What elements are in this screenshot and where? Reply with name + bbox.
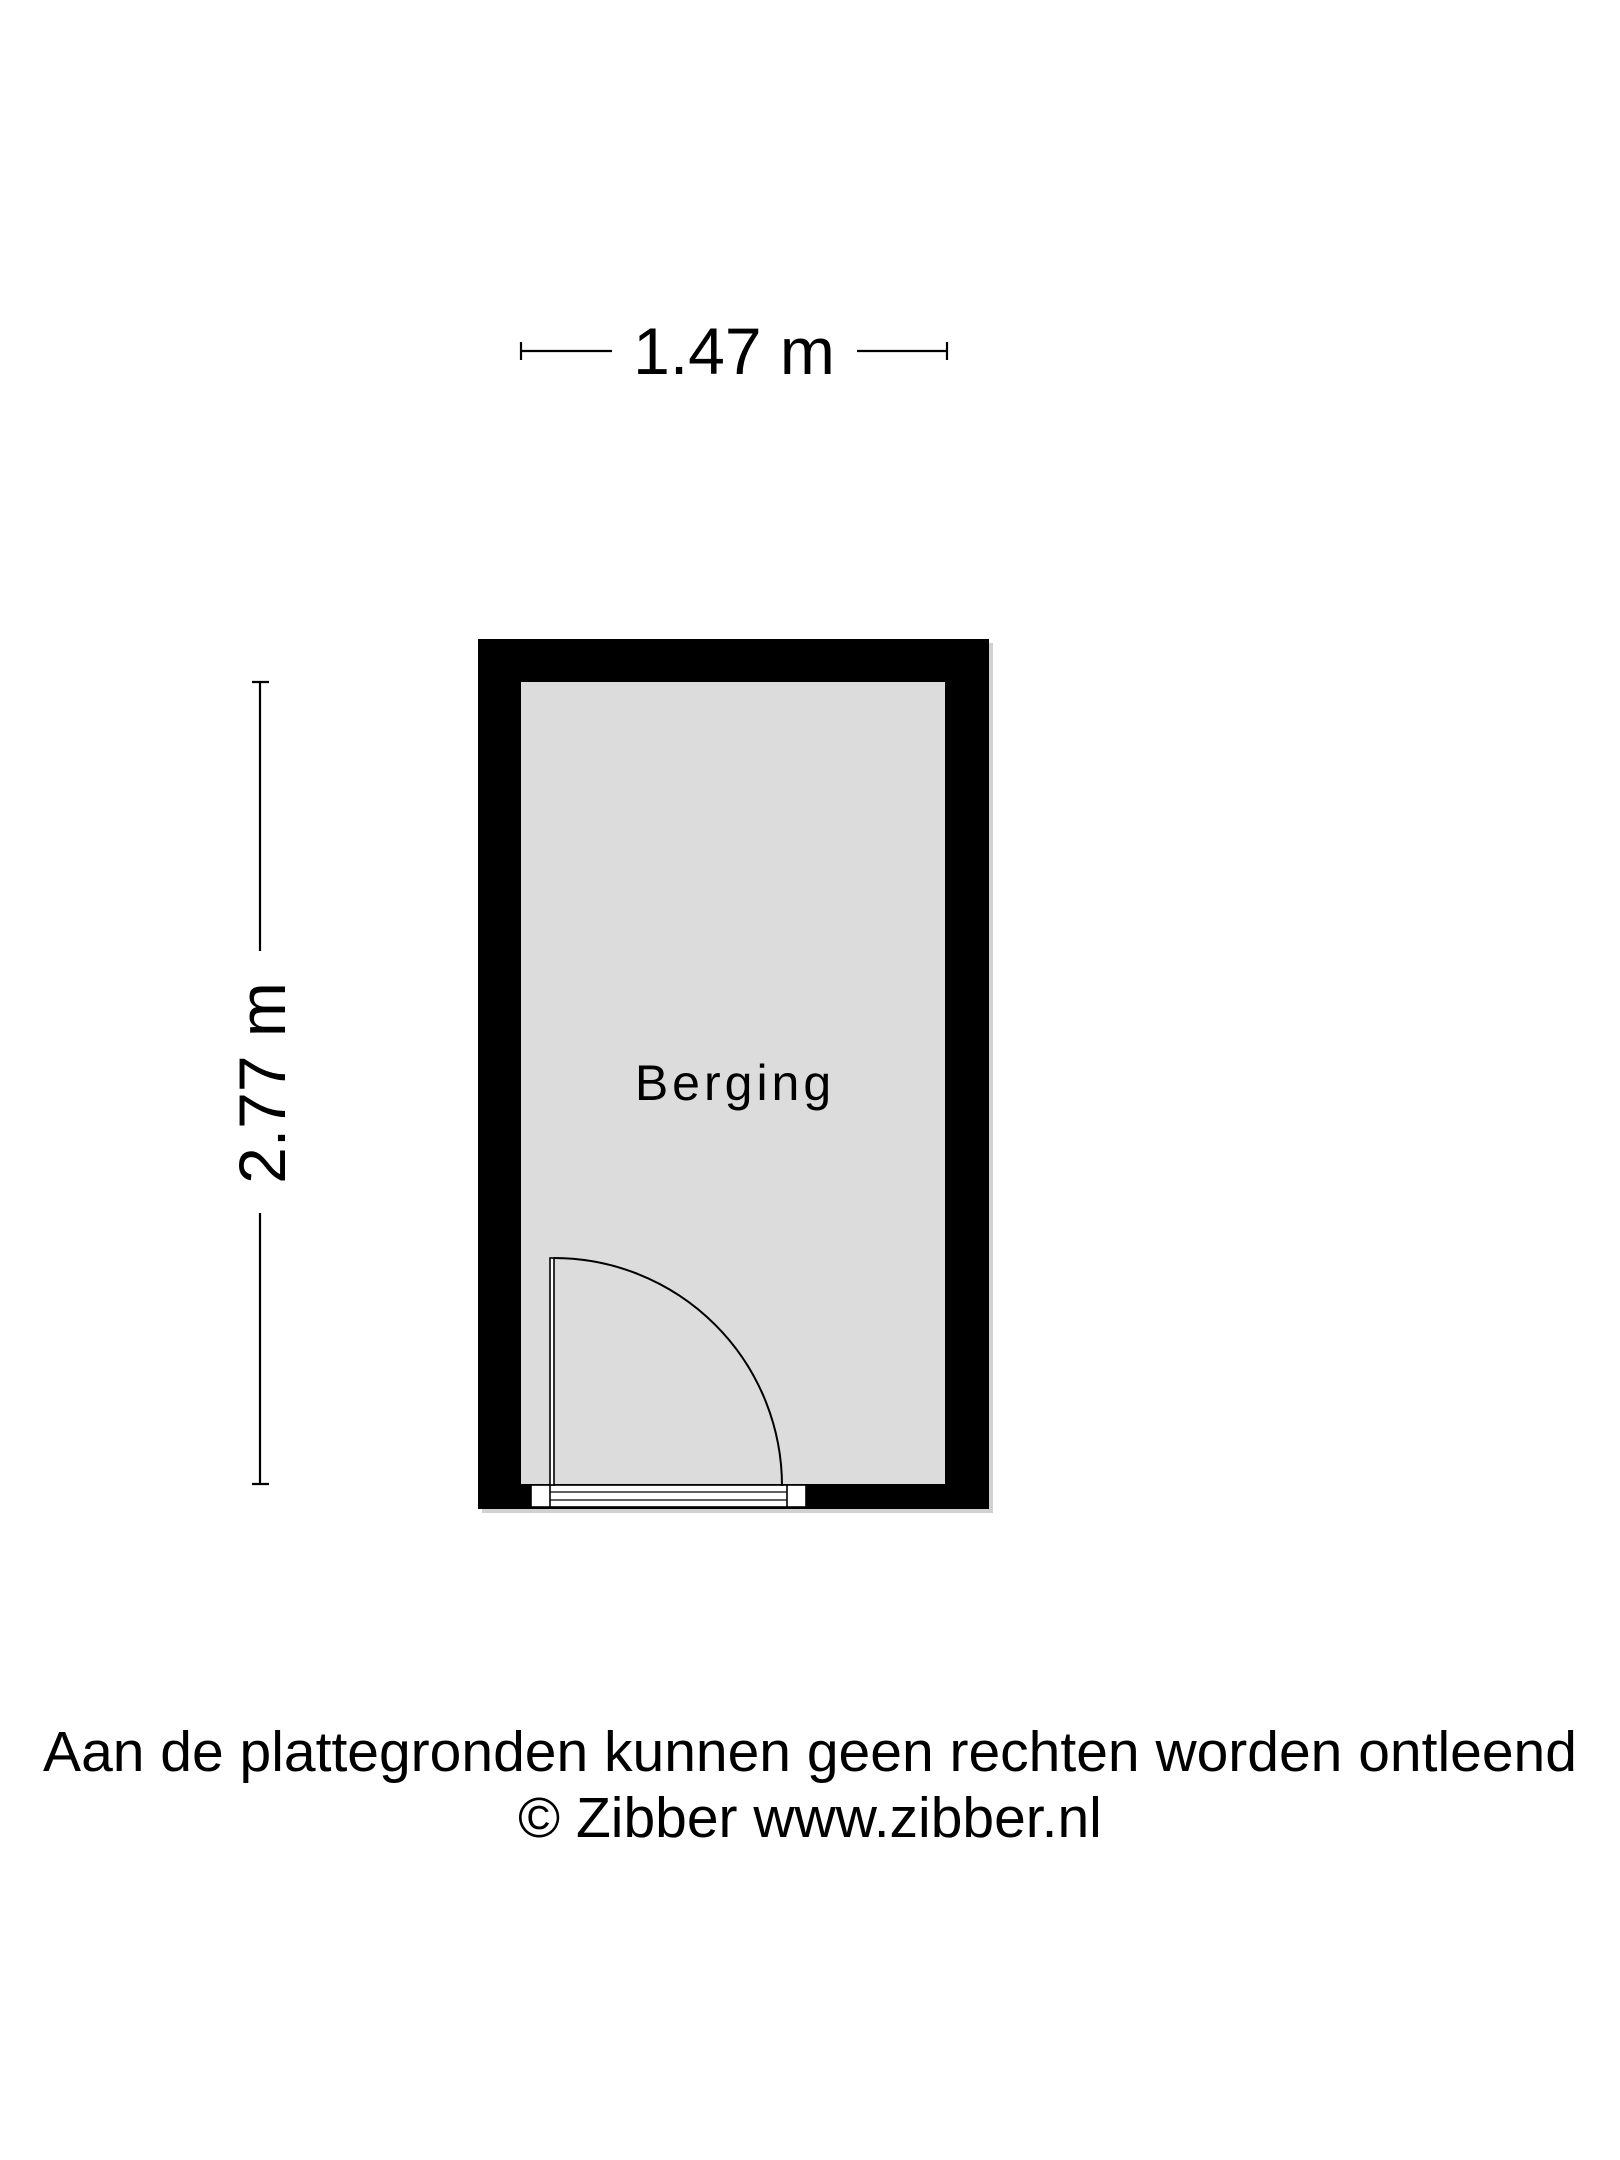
depth-dimension-label: 2.77 m (225, 982, 299, 1184)
room-berging (478, 639, 993, 1513)
depth-dimension (225, 682, 299, 1484)
door-jamb-right (787, 1485, 806, 1507)
room-label: Berging (634, 1055, 836, 1111)
door-opening (531, 1485, 806, 1507)
door-leaf (550, 1258, 554, 1485)
width-dimension-label: 1.47 m (633, 314, 835, 388)
door-jamb-left (531, 1485, 550, 1507)
disclaimer-text: Aan de plattegronden kunnen geen rechten worden ontleend (43, 1720, 1577, 1784)
copyright-text: © Zibber www.zibber.nl (518, 1786, 1102, 1850)
footer (43, 1720, 1577, 1850)
width-dimension (521, 314, 947, 388)
